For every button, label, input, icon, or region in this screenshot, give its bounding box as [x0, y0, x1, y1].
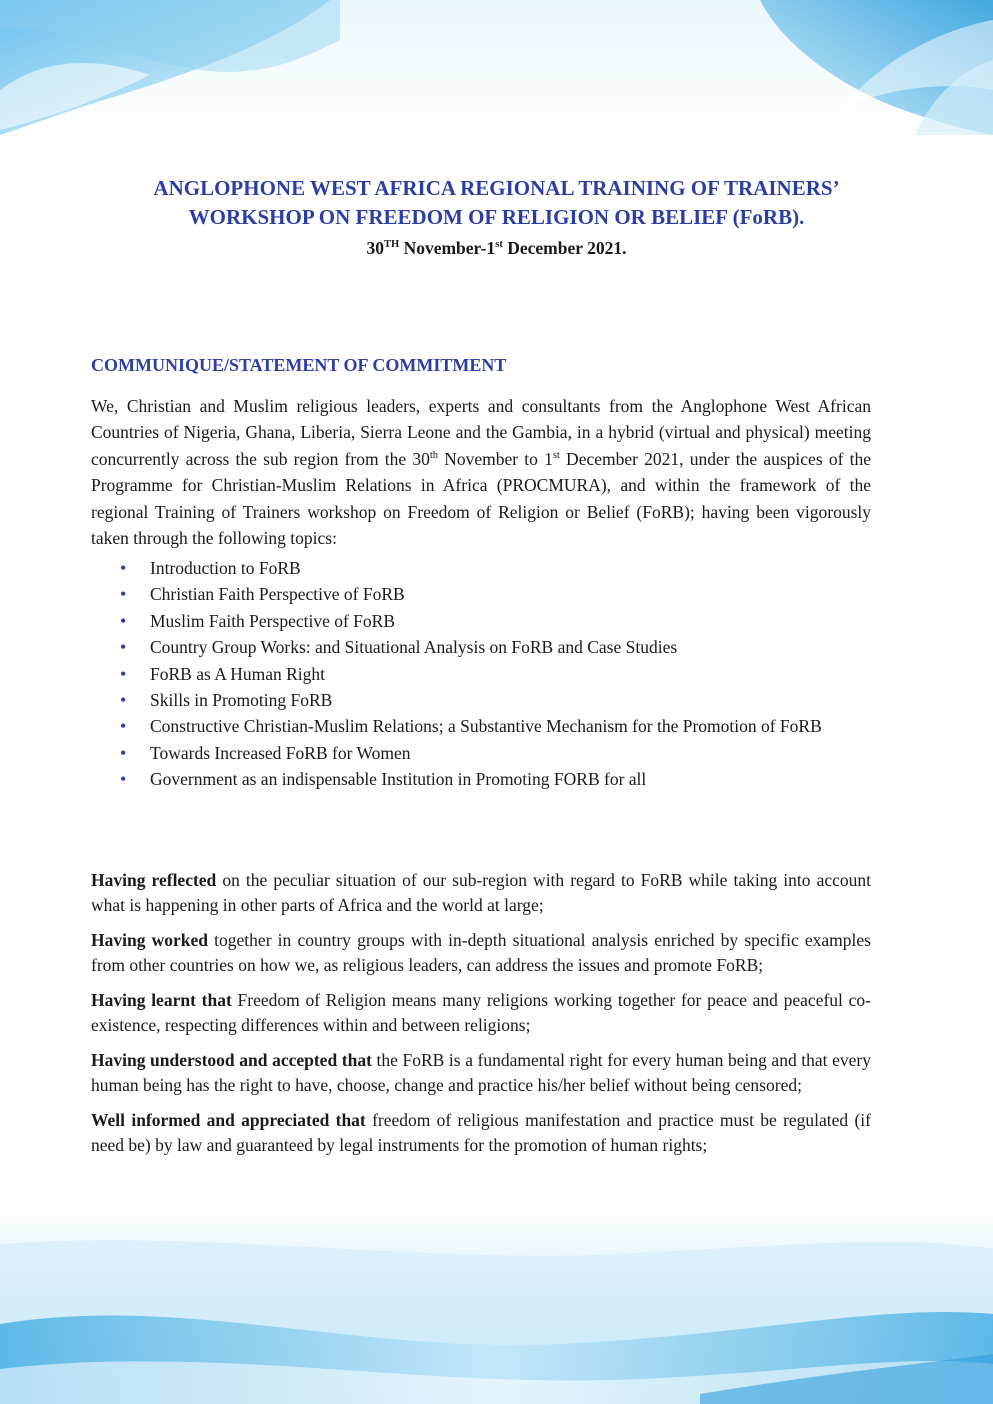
- paragraph-text: the FoRB is a fundamental right for every human being and that every human being has the right to have, choose, change and practice his/her belief without being censored;: [91, 1050, 871, 1095]
- bullet-icon: •: [120, 769, 127, 790]
- list-item: [113, 661, 871, 687]
- date-month-start: November-1: [399, 238, 496, 258]
- list-item: [113, 766, 871, 792]
- section-heading: COMMUNIQUE/STATEMENT OF COMMITMENT: [91, 355, 507, 375]
- bullet-icon: •: [120, 558, 127, 578]
- commitment-paragraph: [91, 928, 871, 977]
- date-suffix-start: TH: [384, 239, 400, 251]
- top-wave-decoration: [0, 0, 993, 135]
- title-line-2: WORKSHOP ON FREEDOM OF RELIGION OR BELIEF (FoRB).: [188, 205, 805, 229]
- intro-sup-2: st: [552, 449, 560, 461]
- list-item-text: Introduction to FoRB: [150, 558, 301, 578]
- paragraph-lead: Having reflected: [91, 870, 217, 890]
- list-item: [113, 581, 871, 607]
- commitment-paragraphs: [91, 868, 871, 1168]
- bottom-wave-decoration: [0, 1204, 993, 1404]
- paragraph-text: on the peculiar situation of our sub-region with regard to FoRB while taking into account what is happening in other parts of Africa and the world at large;: [91, 870, 871, 915]
- list-item-text: Constructive Christian-Muslim Relations; a Substantive Mechanism for the Promotion of FoRB: [150, 716, 822, 737]
- bullet-icon: •: [120, 637, 127, 658]
- paragraph-lead: Well informed and appreciated that: [91, 1110, 366, 1130]
- list-item-text: Muslim Faith Perspective of FoRB: [150, 610, 395, 631]
- intro-text-2: November to 1: [438, 448, 553, 469]
- list-item: [113, 713, 871, 739]
- paragraph-lead: Having learnt that: [91, 990, 232, 1010]
- document-title: [0, 174, 993, 232]
- bullet-icon: •: [120, 716, 127, 737]
- intro-text-3: December 2021, under the auspices of the Programme for Christian-Muslim Relations in Africa (PROCMURA), and within the framework of the regional Training of Trainers workshop on Freedom of Religion or Belief (FoRB); having been vigorously taken through the following topics:: [91, 448, 871, 549]
- topics-list: [113, 555, 871, 793]
- list-item: [113, 740, 871, 766]
- commitment-paragraph: [91, 1048, 871, 1097]
- commitment-paragraph: [91, 988, 871, 1037]
- bullet-icon: •: [120, 663, 127, 684]
- bullet-icon: •: [120, 610, 127, 631]
- list-item-text: Towards Increased FoRB for Women: [150, 742, 411, 763]
- bullet-icon: •: [120, 742, 127, 763]
- intro-text-1: We, Christian and Muslim religious leaders, experts and consultants from the Anglophone West African Countries of Nigeria, Ghana, Liberia, Sierra Leone and the Gambia, in a hybrid (virtual and physical) meeting concurrently across the sub region from the 30: [91, 396, 871, 469]
- paragraph-text: Freedom of Religion means many religions working together for peace and peaceful co-existence, respecting differences within and between religions;: [91, 990, 871, 1035]
- date-month-end: December 2021.: [502, 238, 627, 258]
- paragraph-text: freedom of religious manifestation and practice must be regulated (if need be) by law and guaranteed by legal instruments for the promotion of human rights;: [91, 1110, 871, 1155]
- date-day-start: 30: [366, 238, 385, 258]
- commitment-paragraph: [91, 868, 871, 917]
- title-line-1: ANGLOPHONE WEST AFRICA REGIONAL TRAINING OF TRAINERS’: [153, 176, 840, 200]
- paragraph-lead: Having worked: [91, 930, 209, 950]
- list-item: [113, 634, 871, 660]
- list-item-text: Skills in Promoting FoRB: [150, 690, 333, 711]
- list-item-text: Country Group Works: and Situational Analysis on FoRB and Case Studies: [150, 637, 678, 658]
- list-item-text: Government as an indispensable Institution in Promoting FORB for all: [150, 769, 647, 790]
- bullet-icon: •: [120, 584, 127, 605]
- intro-paragraph: [91, 393, 871, 551]
- intro-sup-1: th: [429, 449, 439, 461]
- list-item-text: Christian Faith Perspective of FoRB: [150, 584, 405, 605]
- commitment-paragraph: [91, 1108, 871, 1157]
- list-item-text: FoRB as A Human Right: [150, 663, 326, 684]
- workshop-date: [0, 238, 993, 259]
- paragraph-lead: Having understood and accepted that: [91, 1050, 372, 1070]
- bullet-icon: •: [120, 690, 127, 711]
- list-item: [113, 555, 871, 581]
- list-item: [113, 687, 871, 713]
- list-item: [113, 608, 871, 634]
- date-suffix-end: st: [495, 239, 503, 251]
- paragraph-text: together in country groups with in-depth situational analysis enriched by specific examples from other countries on how we, as religious leaders, can address the issues and promote FoRB;: [91, 930, 871, 975]
